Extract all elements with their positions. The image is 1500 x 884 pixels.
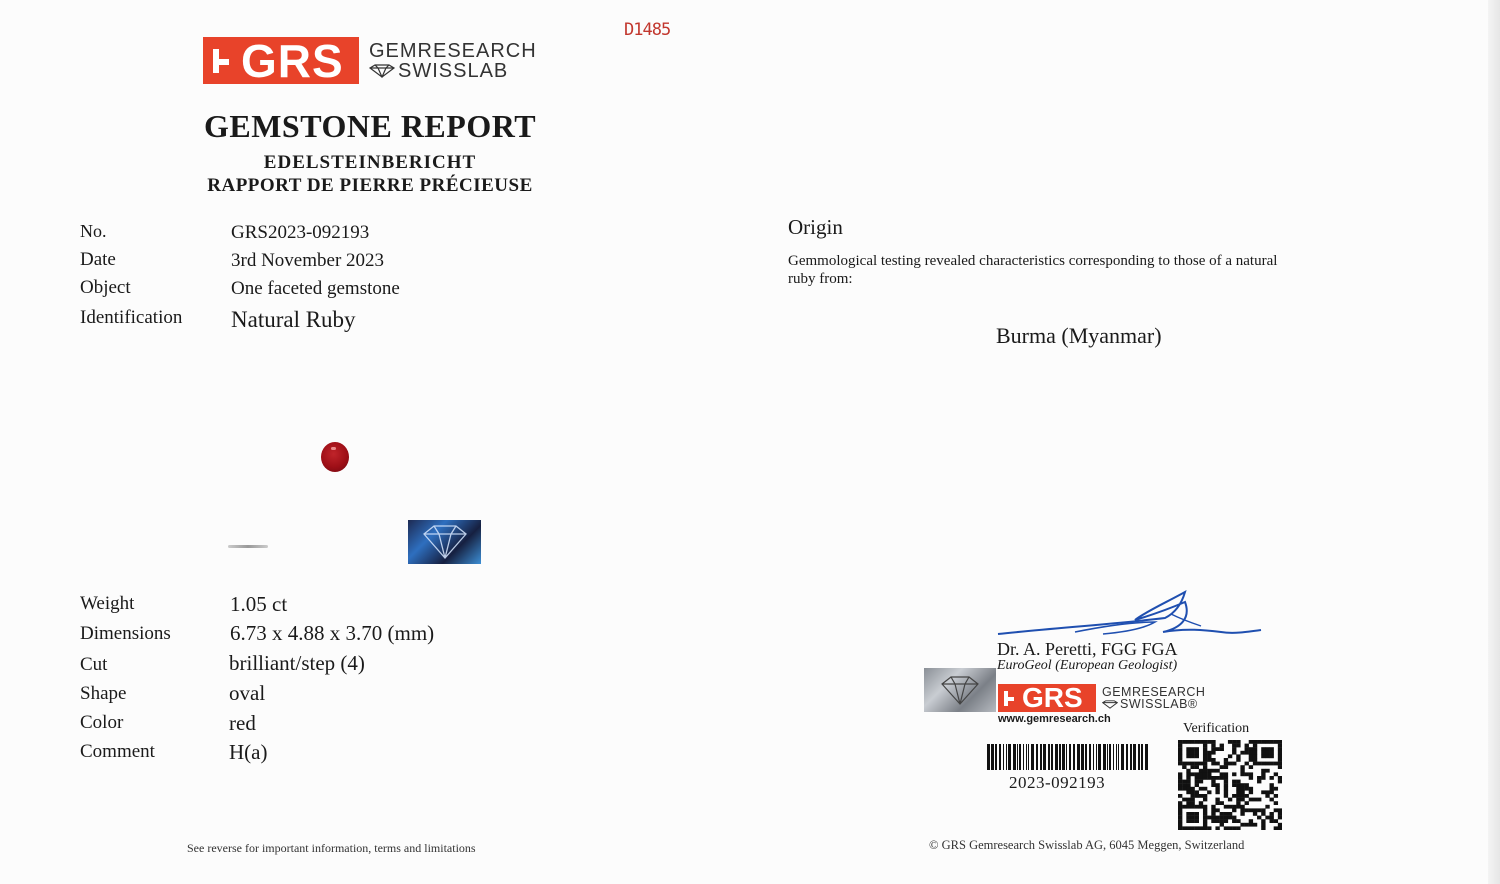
detail-label-date: Date <box>80 249 116 270</box>
detail-label-object: Object <box>80 277 131 298</box>
prop-value-weight: 1.05 ct <box>230 592 288 616</box>
logo-small-line2: SWISSLAB® <box>1120 697 1198 711</box>
detail-value-no: GRS2023-092193 <box>231 222 370 243</box>
swiss-cross-small-icon <box>998 684 1022 712</box>
report-subtitle-de: EDELSTEINBERICHT <box>263 152 477 173</box>
grs-logo-text <box>369 41 537 81</box>
detail-value-object: One faceted gemstone <box>231 278 400 299</box>
grs-logo <box>203 34 537 87</box>
handwritten-mark: D1485 <box>624 20 671 40</box>
prop-value-cut: brilliant/step (4) <box>229 651 365 675</box>
signatory-title: EuroGeol (European Geologist) <box>997 658 1178 673</box>
copyright-footer: © GRS Gemresearch Swisslab AG, 6045 Meggen, Switzerland <box>929 838 1245 852</box>
swiss-cross-icon <box>203 37 241 84</box>
barcode <box>987 744 1149 770</box>
seal-diamond-icon <box>924 668 996 712</box>
barcode-number: 2023-092193 <box>1009 773 1106 792</box>
grs-logo-small-mark <box>998 684 1096 712</box>
prop-label-shape: Shape <box>80 683 127 704</box>
scale-bar <box>228 545 268 548</box>
logo-line1: GEMRESEARCH <box>369 39 537 62</box>
prop-label-weight: Weight <box>80 593 135 614</box>
prop-value-color: red <box>229 711 256 735</box>
silver-hologram-seal <box>924 668 996 712</box>
footer-note: See reverse for important information, terms and limitations <box>187 841 476 855</box>
hologram-diamond-icon <box>408 520 481 564</box>
prop-value-shape: oval <box>229 681 266 705</box>
detail-label-no: No. <box>80 221 107 241</box>
logo-small-line1: GEMRESEARCH <box>1102 684 1206 699</box>
grs-logo-mark <box>203 34 359 87</box>
origin-value: Burma (Myanmar) <box>996 323 1162 348</box>
signatory-name: Dr. A. Peretti, FGG FGA <box>997 639 1178 659</box>
detail-label-identification: Identification <box>80 307 183 328</box>
page-edge <box>1488 0 1500 884</box>
report-subtitle-fr: RAPPORT DE PIERRE PRÉCIEUSE <box>207 175 533 196</box>
origin-heading: Origin <box>788 215 843 239</box>
verification-label: Verification <box>1183 721 1250 736</box>
verification-qr-code <box>1178 740 1282 830</box>
diamond-small-icon <box>1102 700 1118 709</box>
hologram-sticker <box>408 520 481 564</box>
diamond-icon <box>369 64 395 78</box>
website-url: www.gemresearch.ch <box>998 713 1111 725</box>
prop-label-color: Color <box>80 712 124 733</box>
detail-value-identification: Natural Ruby <box>231 307 356 332</box>
detail-value-date: 3rd November 2023 <box>231 250 385 271</box>
grs-logo-small <box>998 684 1205 712</box>
prop-value-comment: H(a) <box>229 740 268 764</box>
prop-label-comment: Comment <box>80 741 155 762</box>
grs-logo-small-text <box>1102 686 1205 711</box>
grs-brand-small: GRS <box>1022 682 1083 713</box>
gemstone-photo <box>321 442 349 472</box>
logo-line2: SWISSLAB <box>398 59 509 82</box>
signature-image <box>995 588 1265 644</box>
prop-value-dimensions: 6.73 x 4.88 x 3.70 (mm) <box>230 621 435 645</box>
origin-text: Gemmological testing revealed characteristics corresponding to those of a natural ruby from: <box>788 253 1278 287</box>
prop-label-dimensions: Dimensions <box>80 623 171 644</box>
grs-brand: GRS <box>241 34 344 87</box>
report-title: GEMSTONE REPORT <box>203 108 537 144</box>
prop-label-cut: Cut <box>80 654 108 675</box>
